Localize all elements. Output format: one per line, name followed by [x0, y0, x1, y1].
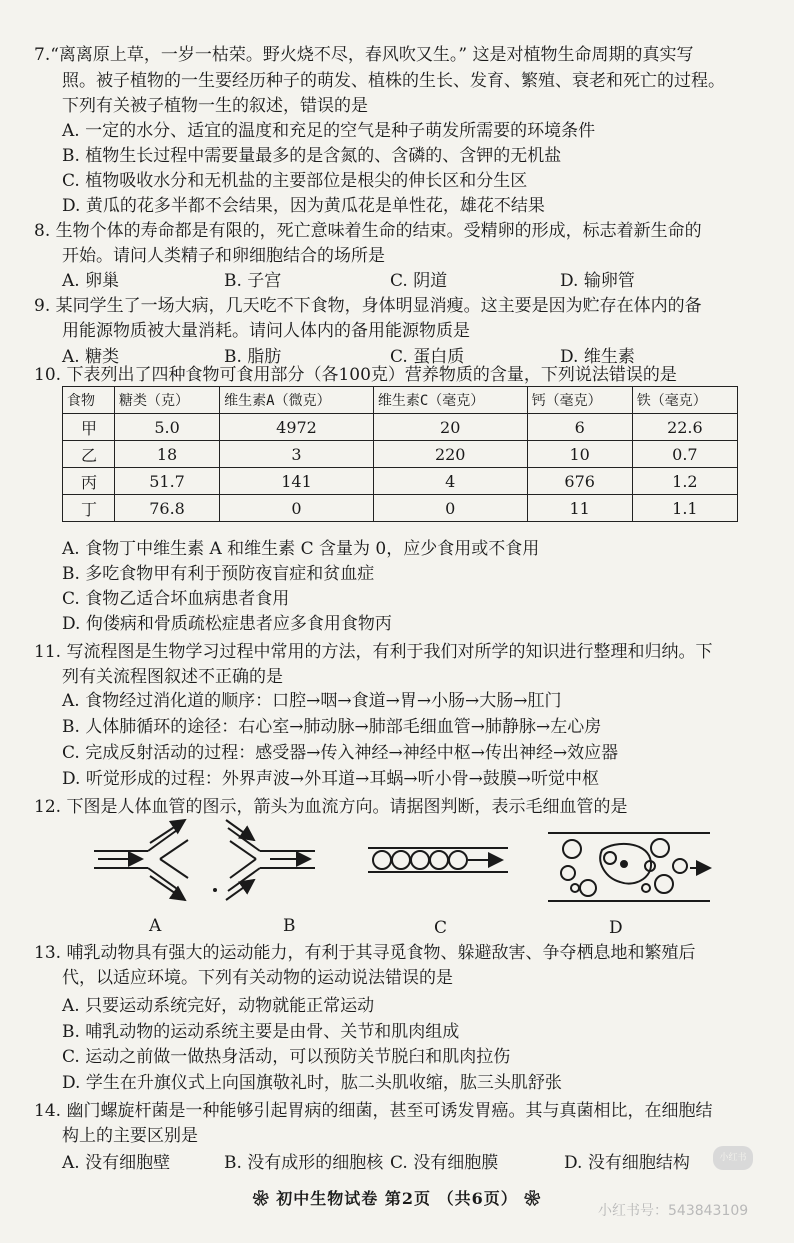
table-cell: 11: [527, 495, 632, 522]
q14-stem-line1: 14. 幽门螺旋杆菌是一种能够引起胃病的细菌，甚至可诱发胃癌。其与真菌相比，在细胞结: [34, 1101, 713, 1121]
label-c: C: [434, 918, 448, 938]
q10-option-c: C. 食物乙适合坏血病患者食用: [62, 589, 290, 609]
table-cell: 丁: [63, 495, 115, 522]
q8-option-a: A. 卵巢: [62, 271, 120, 291]
q14-stem-line2: 构上的主要区别是: [62, 1126, 198, 1146]
label-d: D: [609, 918, 623, 938]
table-header: 食物: [63, 387, 115, 414]
q9-stem-line2: 用能源物质被大量消耗。请问人体内的备用能源物质是: [62, 321, 470, 341]
table-header: 维生素A（微克）: [220, 387, 374, 414]
q8-stem-line2: 开始。请问人类精子和卵细胞结合的场所是: [62, 246, 385, 266]
table-cell: 0.7: [632, 441, 737, 468]
q8-option-b: B. 子宫: [224, 271, 282, 291]
table-row: [63, 414, 738, 441]
q10-option-b: B. 多吃食物甲有利于预防夜盲症和贫血症: [62, 564, 375, 584]
q13-option-b: B. 哺乳动物的运动系统主要是由骨、关节和肌肉组成: [62, 1022, 460, 1042]
nutrition-table: [62, 386, 738, 522]
table-row: [63, 468, 738, 495]
q7-option-d: D. 黄瓜的花多半都不会结果，因为黄瓜花是单性花，雄花不结果: [62, 196, 545, 216]
table-cell: 22.6: [632, 414, 737, 441]
table-header: 糖类（克）: [114, 387, 219, 414]
q13-stem-line2: 代，以适应环境。下列有关动物的运动说法错误的是: [62, 968, 453, 988]
q13-option-d: D. 学生在升旗仪式上向国旗敬礼时，肱二头肌收缩，肱三头肌舒张: [62, 1073, 562, 1093]
q8-stem-line1: 8. 生物个体的寿命都是有限的，死亡意味着生命的结束。受精卵的形成，标志着新生命的: [34, 221, 702, 241]
table-cell: 141: [220, 468, 374, 495]
table-cell: 4: [373, 468, 527, 495]
vessel-b-diagram: [226, 820, 315, 900]
q9-option-a: A. 糖类: [62, 347, 120, 367]
watermark-text: 小红书号：543843109: [598, 1203, 749, 1219]
q13-option-c: C. 运动之前做一做热身活动，可以预防关节脱臼和肌肉拉伤: [62, 1047, 511, 1067]
q12-stem-line1: 12. 下图是人体血管的图示，箭头为血流方向。请据图判断，表示毛细血管的是: [34, 797, 628, 817]
label-a: A: [149, 916, 162, 936]
table-cell: 676: [527, 468, 632, 495]
table-header: 钙（毫克）: [527, 387, 632, 414]
q11-stem-line1: 11. 写流程图是生物学习过程中常用的方法，有利于我们对所学的知识进行整理和归纳。下: [34, 642, 713, 662]
table-cell: 1.2: [632, 468, 737, 495]
q9-stem-line1: 9. 某同学生了一场大病，几天吃不下食物，身体明显消瘦。这主要是因为贮存在体内的备: [34, 296, 702, 316]
table-cell: 0: [373, 495, 527, 522]
vessel-a-diagram: [94, 820, 188, 900]
q8-option-c: C. 阴道: [390, 271, 448, 291]
table-cell: 5.0: [114, 414, 219, 441]
q11-stem-line2: 列有关流程图叙述不正确的是: [62, 667, 283, 687]
q9-option-c: C. 蛋白质: [390, 347, 465, 367]
q11-option-d: D. 听觉形成的过程：外界声波→外耳道→耳蜗→听小骨→鼓膜→听觉中枢: [62, 769, 600, 789]
q7-option-a: A. 一定的水分、适宜的温度和充足的空气是种子萌发所需要的环境条件: [62, 121, 596, 141]
q14-option-d: D. 没有细胞结构: [564, 1153, 690, 1173]
q7-stem-line3: 下列有关被子植物一生的叙述，错误的是: [62, 96, 368, 116]
table-cell: 10: [527, 441, 632, 468]
q7-stem-line1: 7.“离离原上草，一岁一枯荣。野火烧不尽，春风吹又生。” 这是对植物生命周期的真实写: [34, 45, 694, 65]
dot-mark: [213, 888, 217, 892]
q10-stem-line1: 10. 下表列出了四种食物可食用部分（各100克）营养物质的含量，下列说法错误的是: [34, 365, 677, 385]
table-row: [63, 495, 738, 522]
table-cell: 51.7: [114, 468, 219, 495]
q13-option-a: A. 只要运动系统完好，动物就能正常运动: [62, 996, 375, 1016]
q13-stem-line1: 13. 哺乳动物具有强大的运动能力，有利于其寻觅食物、躲避敌害、争夺栖息地和繁殖后: [34, 943, 696, 963]
table-cell: 76.8: [114, 495, 219, 522]
vessel-c-diagram: [368, 848, 508, 872]
q7-option-c: C. 植物吸收水分和无机盐的主要部位是根尖的伸长区和分生区: [62, 171, 528, 191]
q7-stem-line2: 照。被子植物的一生要经历种子的萌发、植株的生长、发育、繁殖、衰老和死亡的过程。: [62, 71, 725, 91]
blood-vessel-figure: [60, 818, 760, 948]
table-cell: 20: [373, 414, 527, 441]
table-cell: 18: [114, 441, 219, 468]
table-cell: 0: [220, 495, 374, 522]
table-cell: 乙: [63, 441, 115, 468]
table-header-row: [63, 387, 738, 414]
table-cell: 3: [220, 441, 374, 468]
table-header: 铁（毫克）: [632, 387, 737, 414]
table-cell: 4972: [220, 414, 374, 441]
q10-option-d: D. 佝偻病和骨质疏松症患者应多食用食物丙: [62, 614, 392, 634]
page-footer: ❀ 初中生物试卷 第2页 （共6页） ❀: [252, 1189, 542, 1208]
label-b: B: [283, 916, 296, 936]
table-header: 维生素C（毫克）: [373, 387, 527, 414]
blood-vessel-diagram: [60, 818, 760, 948]
q9-option-d: D. 维生素: [560, 347, 635, 367]
q7-option-b: B. 植物生长过程中需要量最多的是含氮的、含磷的、含钾的无机盐: [62, 146, 562, 166]
q14-option-c: C. 没有细胞膜: [390, 1153, 499, 1173]
table-cell: 6: [527, 414, 632, 441]
q14-option-b: B. 没有成形的细胞核: [224, 1153, 384, 1173]
table-row: [63, 441, 738, 468]
q8-option-d: D. 输卵管: [560, 271, 635, 291]
table-cell: 丙: [63, 468, 115, 495]
q14-option-a: A. 没有细胞壁: [62, 1153, 171, 1173]
q9-option-b: B. 脂肪: [224, 347, 282, 367]
vessel-d-diagram: [548, 833, 710, 901]
watermark-logo: 小红书: [713, 1146, 753, 1170]
table-cell: 220: [373, 441, 527, 468]
q10-option-a: A. 食物丁中维生素 A 和维生素 C 含量为 0，应少食用或不食用: [62, 539, 540, 559]
q11-option-c: C. 完成反射活动的过程：感受器→传入神经→神经中枢→传出神经→效应器: [62, 743, 619, 763]
table-cell: 1.1: [632, 495, 737, 522]
q11-option-b: B. 人体肺循环的途径：右心室→肺动脉→肺部毛细血管→肺静脉→左心房: [62, 717, 602, 737]
table-cell: 甲: [63, 414, 115, 441]
q11-option-a: A. 食物经过消化道的顺序：口腔→咽→食道→胃→小肠→大肠→肛门: [62, 691, 562, 711]
